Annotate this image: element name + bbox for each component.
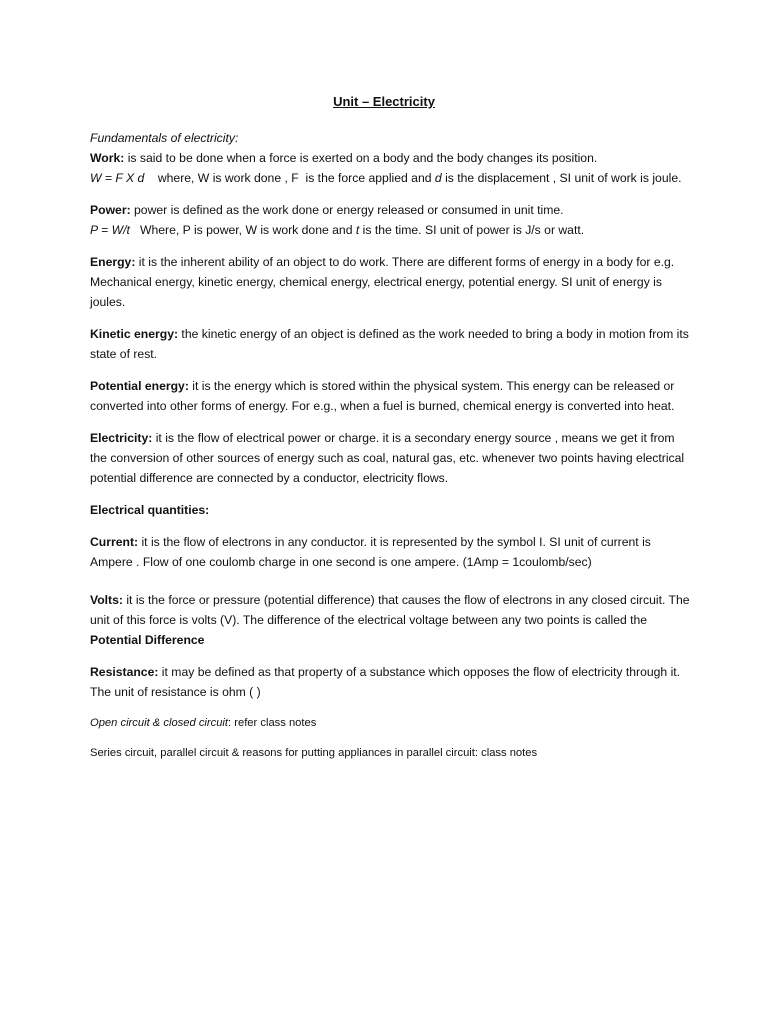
series-parallel-note: [90, 744, 690, 762]
electricity-definition-text: it is the flow of electrical power or charge. it is a secondary energy source , means we get it from the conversion of other sources of energy such as coal, natural gas, etc. whenever two points having electrical potential difference are connected by a conductor, electricity flows.: [90, 431, 685, 485]
work-formula: W = F X d: [90, 171, 145, 185]
electricity-term: Electricity:: [90, 431, 153, 445]
potential-energy-definition-text: it is the energy which is stored within the physical system. This energy can be released or converted into other forms of energy. For e.g., when a fuel is burned, chemical energy is converted into heat.: [90, 379, 675, 413]
resistance-definition: [90, 662, 690, 702]
power-term: Power:: [90, 203, 131, 217]
power-explain-2: is the time. SI unit of power is J/s or watt.: [359, 223, 585, 237]
power-definition-text: power is defined as the work done or energy released or consumed in unit time.: [130, 203, 564, 217]
resistance-term: Resistance:: [90, 665, 159, 679]
potential-energy-definition: [90, 376, 690, 416]
work-formula-line: [90, 168, 690, 188]
open-closed-circuit-note: [90, 714, 690, 732]
volts-term: Volts:: [90, 593, 123, 607]
work-definition: [90, 148, 690, 168]
power-formula: P = W/t: [90, 223, 130, 237]
work-explain-2: is the displacement , SI unit of work is joule.: [441, 171, 682, 185]
electrical-quantities-heading: [90, 500, 690, 520]
page-title: Unit – Electricity: [333, 94, 435, 109]
fundamentals-heading: [90, 128, 690, 148]
power-explain-var: t: [355, 223, 360, 237]
energy-definition: [90, 252, 690, 312]
power-explain-1: Where, P is power, W is work done and: [129, 223, 356, 237]
volts-definition-text: it is the force or pressure (potential difference) that causes the flow of electrons in any closed circuit. The unit of this force is volts (V). The difference of the electrical voltage between any two points is called the: [90, 593, 690, 627]
kinetic-energy-term: Kinetic energy:: [90, 327, 179, 341]
fundamentals-heading-text: Fundamentals of electricity:: [90, 131, 239, 145]
energy-term: Energy:: [90, 255, 136, 269]
resistance-definition-text: it may be defined as that property of a substance which opposes the flow of electricity through it. The unit of resistance is ohm ( ): [90, 665, 681, 699]
open-closed-circuit-rest: : refer class notes: [228, 717, 317, 729]
current-term: Current:: [90, 535, 139, 549]
electricity-definition: [90, 428, 690, 488]
work-explain-var: d: [434, 171, 442, 185]
kinetic-energy-definition-text: the kinetic energy of an object is defined as the work needed to bring a body in motion from its state of rest.: [90, 327, 689, 361]
work-term: Work:: [90, 151, 125, 165]
current-definition: [90, 532, 690, 572]
work-definition-text: is said to be done when a force is exerted on a body and the body changes its position.: [124, 151, 598, 165]
power-definition: [90, 200, 690, 220]
kinetic-energy-definition: [90, 324, 690, 364]
series-parallel-text: Series circuit, parallel circuit & reasons for putting appliances in parallel circuit: class notes: [90, 747, 538, 759]
volts-definition: [90, 590, 690, 650]
current-definition-text: it is the flow of electrons in any conductor. it is represented by the symbol I. SI unit of current is Ampere . Flow of one coulomb charge in one second is one ampere. (1Amp = 1coulomb/sec): [90, 535, 651, 569]
energy-definition-text: it is the inherent ability of an object to do work. There are different forms of energy in a body for e.g. Mechanical energy, kinetic energy, chemical energy, electrical energy, potential energy. SI unit of energy is joules.: [90, 255, 675, 309]
potential-difference-emphasis: Potential Difference: [90, 633, 205, 647]
electrical-quantities-heading-text: Electrical quantities:: [90, 503, 210, 517]
potential-energy-term: Potential energy:: [90, 379, 189, 393]
work-explain-1: where, W is work done , F is the force applied and: [144, 171, 435, 185]
open-closed-circuit-term: Open circuit & closed circuit: [90, 717, 229, 729]
power-formula-line: [90, 220, 690, 240]
document-body: [90, 128, 690, 774]
